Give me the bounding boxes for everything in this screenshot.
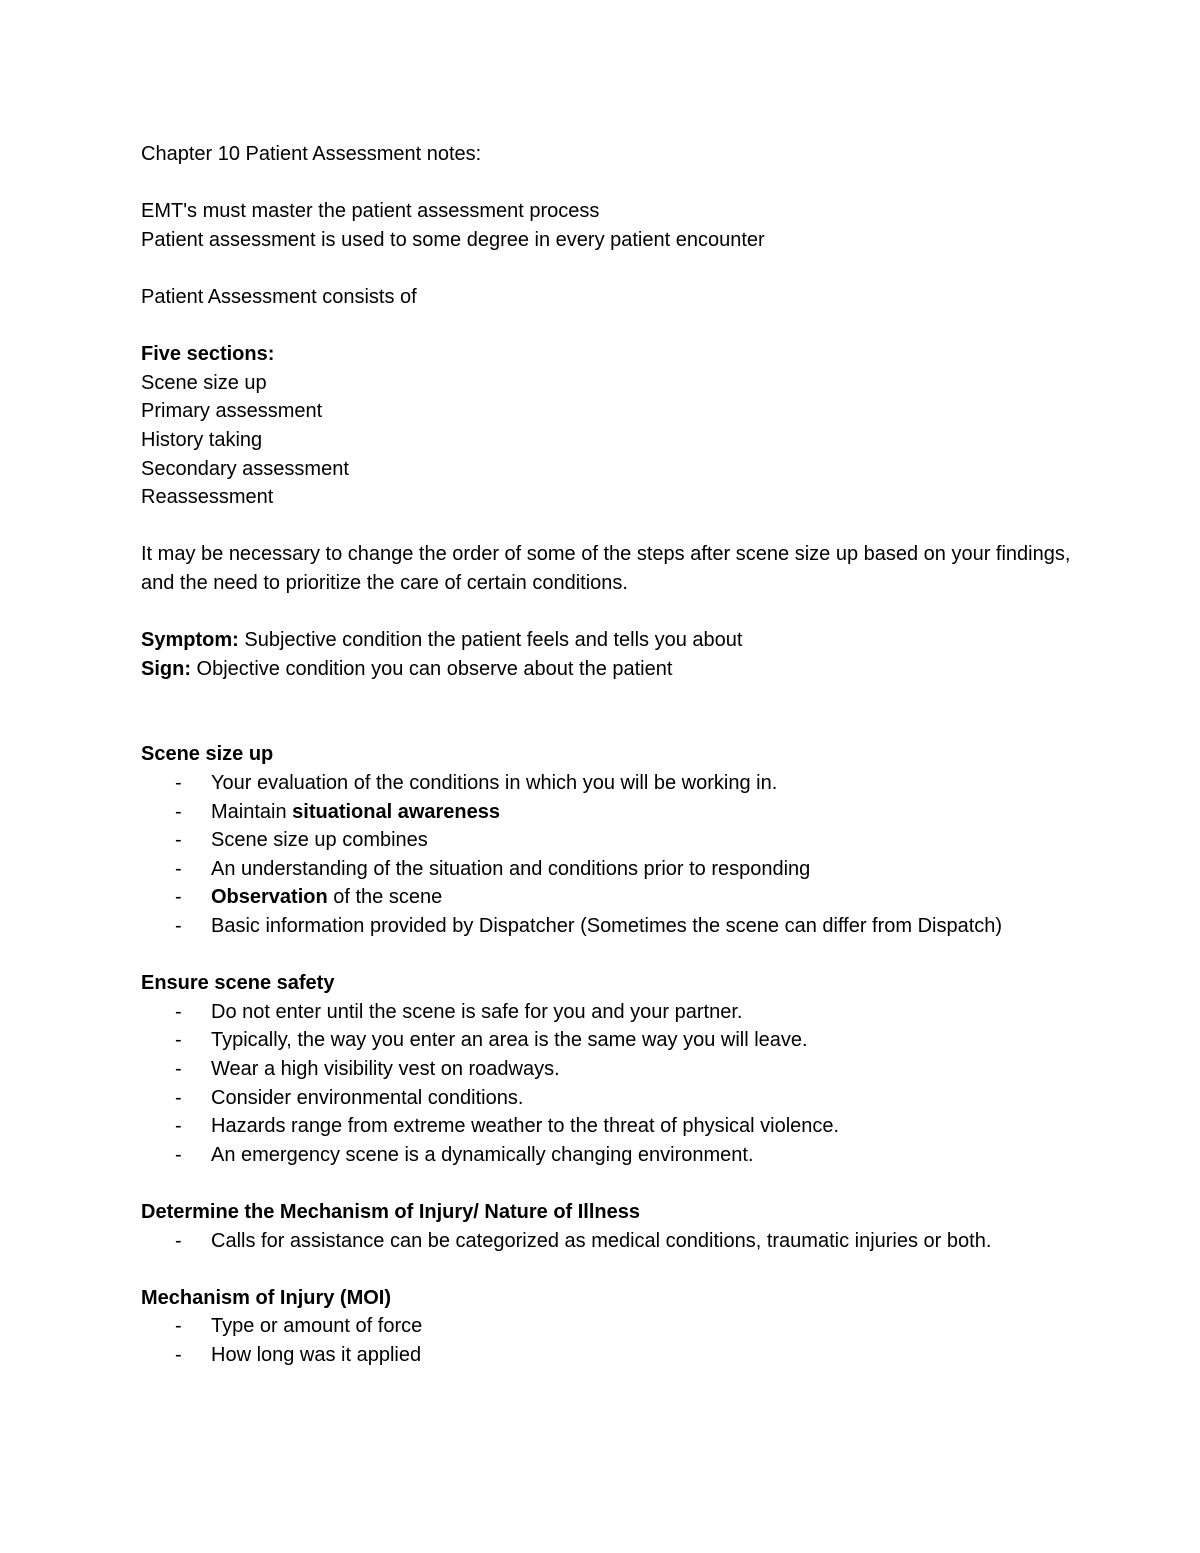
document-page (141, 140, 1081, 1370)
list-item-emphasis: Observation (211, 886, 328, 909)
list-item: - How long was it applied (141, 1341, 1081, 1370)
spacer (141, 941, 1081, 970)
list-item: - Scene size up combines (141, 826, 1081, 855)
scene-safety-heading: Ensure scene safety (141, 972, 335, 995)
consists-of-line: Patient Assessment consists of (141, 285, 417, 308)
intro-line: Patient assessment is used to some degree in every patient encounter (141, 228, 765, 251)
symptom-text: Subjective condition the patient feels and tells you about (238, 629, 743, 652)
spacer (141, 512, 1081, 541)
section-item: History taking (141, 428, 263, 451)
intro-line: EMT's must master the patient assessment process (141, 200, 600, 223)
moi-list (141, 1312, 1081, 1369)
list-item: - Typically, the way you enter an area is the same way you will leave. (141, 1026, 1081, 1055)
spacer (141, 169, 1081, 198)
section-item: Secondary assessment (141, 457, 349, 480)
moi-heading: Mechanism of Injury (MOI) (141, 1286, 392, 1309)
five-sections-heading: Five sections: (141, 343, 275, 366)
moi-noi-heading: Determine the Mechanism of Injury/ Nature of Illness (141, 1200, 641, 1223)
list-item: - Calls for assistance can be categorized as medical conditions, traumatic injuries or both. (141, 1227, 1081, 1256)
scene-safety-list (141, 998, 1081, 1170)
list-item: - An understanding of the situation and conditions prior to responding (141, 855, 1081, 884)
symptom-term: Symptom: (141, 629, 239, 652)
list-item: - Hazards range from extreme weather to the threat of physical violence. (141, 1112, 1081, 1141)
list-item-emphasis: situational awareness (292, 800, 501, 823)
spacer (141, 683, 1081, 740)
list-item: - Basic information provided by Dispatcher (Sometimes the scene can differ from Dispatch) (141, 912, 1081, 941)
spacer (141, 254, 1081, 283)
list-item-text: Maintain (211, 800, 293, 823)
spacer (141, 312, 1081, 341)
spacer (141, 598, 1081, 627)
list-item: - Type or amount of force (141, 1312, 1081, 1341)
scene-size-up-list (141, 769, 1081, 941)
order-note: It may be necessary to change the order of some of the steps after scene size up based on your findings, and the need to prioritize the care of certain conditions. (141, 543, 1071, 594)
scene-size-up-heading: Scene size up (141, 743, 274, 766)
sign-term: Sign: (141, 657, 191, 680)
list-item (141, 883, 1081, 912)
sign-definition (141, 655, 1081, 684)
section-item: Scene size up (141, 371, 267, 394)
list-item: - Your evaluation of the conditions in which you will be working in. (141, 769, 1081, 798)
symptom-definition (141, 626, 1081, 655)
list-item: - Do not enter until the scene is safe for you and your partner. (141, 998, 1081, 1027)
sign-text: Objective condition you can observe about the patient (191, 657, 673, 680)
list-item: - Wear a high visibility vest on roadways. (141, 1055, 1081, 1084)
spacer (141, 1255, 1081, 1284)
section-item: Reassessment (141, 486, 274, 509)
document-title: Chapter 10 Patient Assessment notes: (141, 143, 482, 165)
moi-noi-list (141, 1227, 1081, 1256)
list-item-text: of the scene (327, 886, 443, 909)
section-item: Primary assessment (141, 400, 323, 423)
spacer (141, 1169, 1081, 1198)
list-item (141, 798, 1081, 827)
list-item: - Consider environmental conditions. (141, 1084, 1081, 1113)
list-item: - An emergency scene is a dynamically changing environment. (141, 1141, 1081, 1170)
